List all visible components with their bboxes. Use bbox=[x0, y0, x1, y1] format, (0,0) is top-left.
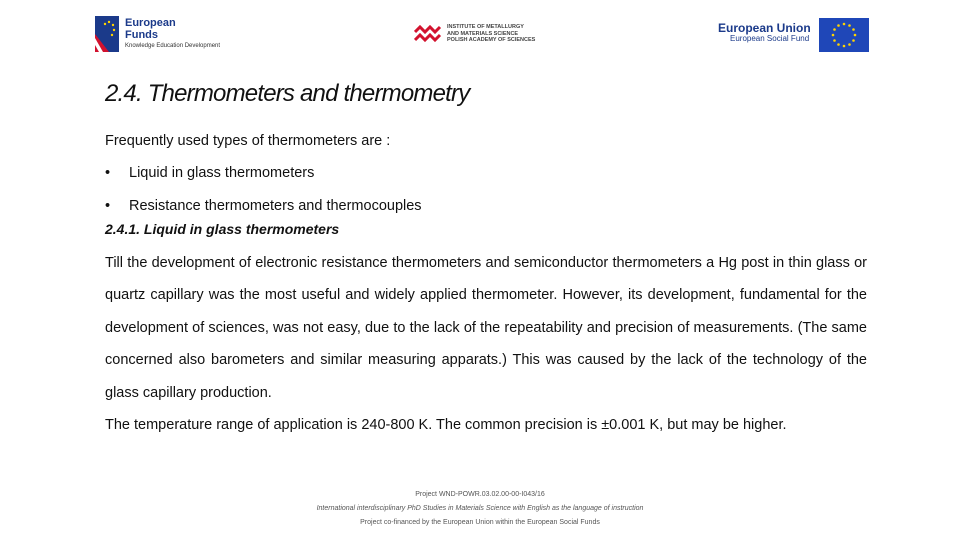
bullet-symbol: • bbox=[105, 198, 111, 214]
footer-line2: International interdisciplinary PhD Studies in Materials Science with English as the language of instruction bbox=[316, 505, 644, 512]
bullet-item bbox=[105, 163, 867, 183]
slide-content bbox=[105, 131, 867, 441]
bullet-item bbox=[105, 196, 867, 216]
header-logos bbox=[0, 10, 960, 60]
eu-flag-icon bbox=[819, 18, 869, 52]
logo-right-line1: European Union bbox=[718, 21, 811, 35]
slide-title: 2.4. Thermometers and thermometry bbox=[105, 80, 470, 107]
logo-left-line2: Funds bbox=[125, 28, 158, 41]
european-union-logo bbox=[718, 18, 869, 52]
footer bbox=[0, 488, 960, 530]
logo-center-line3: POLISH ACADEMY OF SCIENCES bbox=[447, 37, 536, 44]
intro-text: Frequently used types of thermometers are : bbox=[105, 133, 391, 149]
logo-left-line1: European bbox=[125, 17, 176, 30]
european-funds-flag-icon bbox=[95, 16, 119, 52]
logo-right-line2: European Social Fund bbox=[730, 34, 810, 44]
bullet-text: Resistance thermometers and thermocouples bbox=[129, 198, 422, 214]
european-funds-logo bbox=[95, 16, 220, 52]
logo-center-line2: AND MATERIALS SCIENCE bbox=[447, 30, 519, 37]
logo-center-line1: INSTITUTE OF METALLURGY bbox=[447, 24, 524, 31]
bullet-symbol: • bbox=[105, 165, 111, 181]
institute-logo bbox=[414, 24, 535, 44]
section-subtitle: 2.4.1. Liquid in glass thermometers bbox=[105, 221, 340, 237]
body-paragraph-2: The temperature range of application is 240-800 K. The common precision is ±0.001 K, but may be higher. bbox=[105, 417, 787, 434]
logo-left-line3: Knowledge Education Development bbox=[125, 43, 221, 50]
footer-line3: Project co-financed by the European Union within the European Social Funds bbox=[360, 519, 600, 526]
footer-line1: Project WND-POWR.03.02.00-00-I043/16 bbox=[415, 491, 545, 498]
institute-mark-icon bbox=[414, 24, 442, 44]
bullet-text: Liquid in glass thermometers bbox=[129, 165, 315, 181]
body-paragraph-1: Till the development of electronic resistance thermometers and semiconductor thermometers a Hg post in thin glass or quartz capillary was the most useful and widely applied thermometer. However, its development, fundamental for the development of sciences, was not easy, due to the lack of the repeatability and precision of measurements. (The same concerned also barometers and similar measuring apparats.) This was caused by the lack of the technology of the glass capillary production. bbox=[105, 255, 867, 401]
